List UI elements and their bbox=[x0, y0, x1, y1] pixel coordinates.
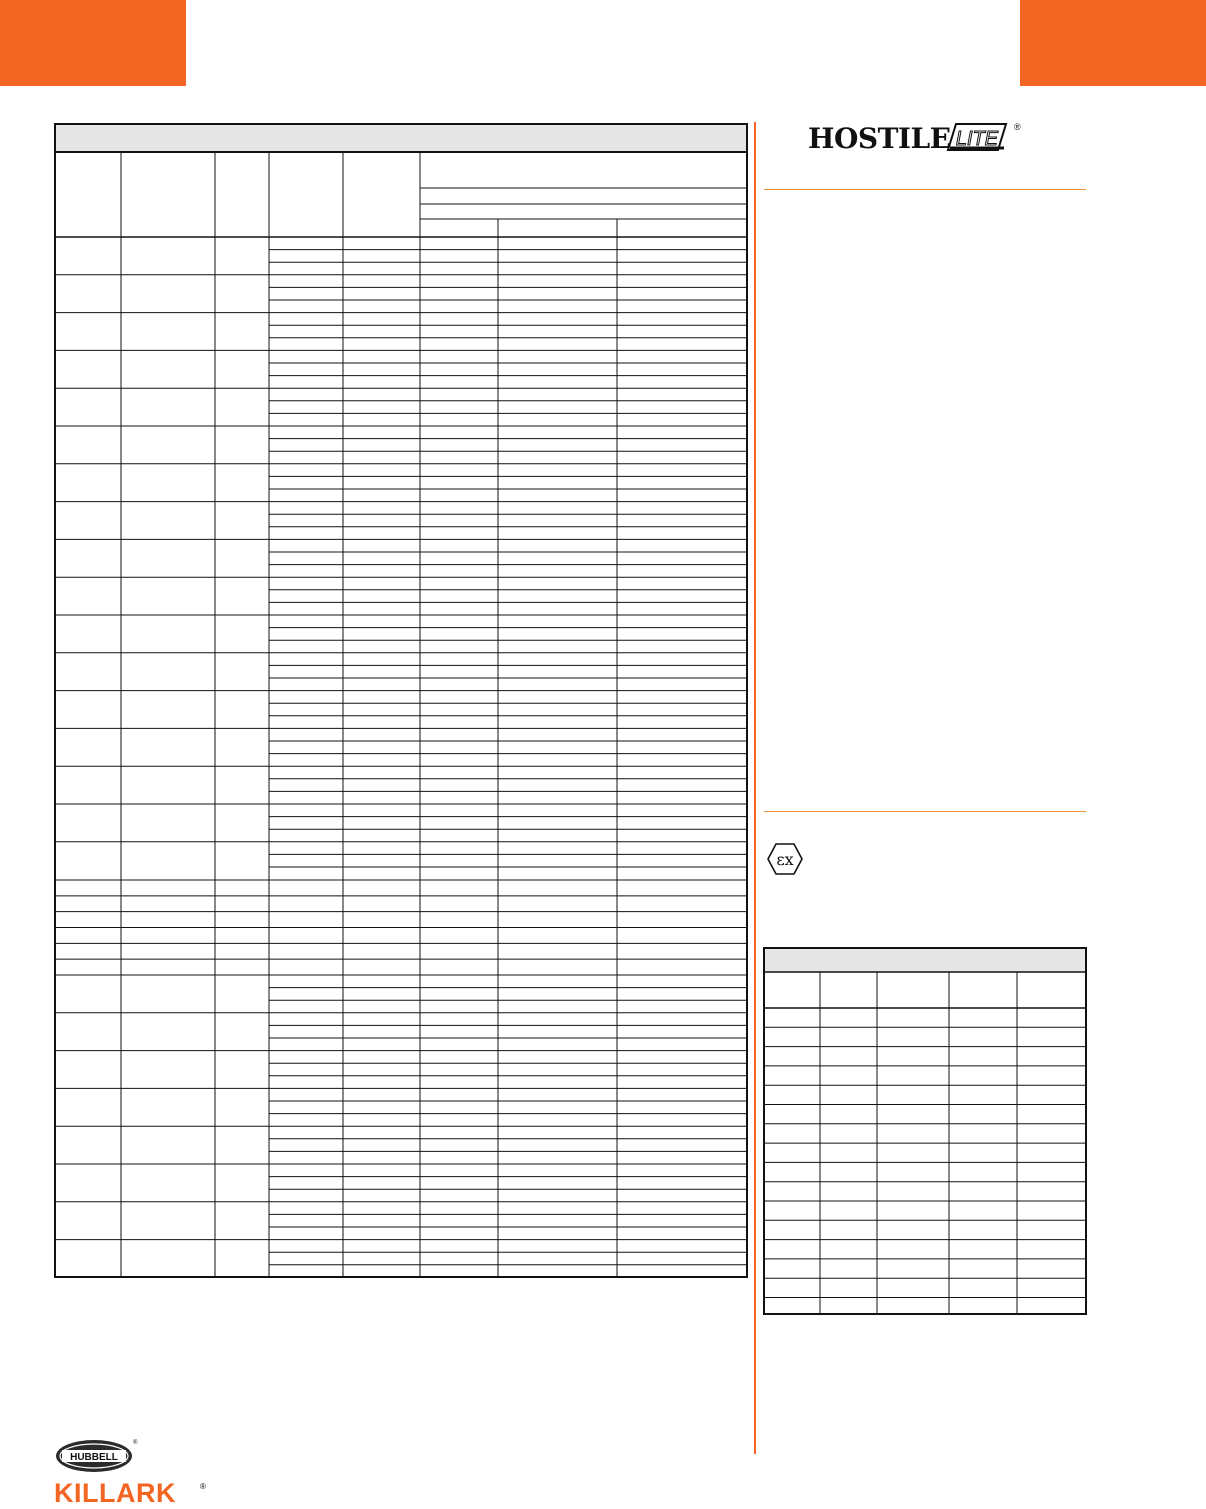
main-specification-table bbox=[54, 123, 748, 1278]
secondary-table-title-bar bbox=[765, 949, 1085, 972]
logo-registered-mark: ® bbox=[1014, 122, 1021, 132]
hostilelite-logo bbox=[808, 118, 1038, 164]
section-rule-middle bbox=[764, 811, 1086, 812]
main-table-title-bar bbox=[56, 125, 746, 152]
orange-corner-tab-right bbox=[1020, 0, 1206, 86]
secondary-table bbox=[763, 947, 1087, 1315]
killark-logo bbox=[54, 1478, 214, 1506]
section-rule-top bbox=[764, 189, 1086, 190]
logo-lite-text: LITE bbox=[955, 128, 999, 150]
orange-corner-tab-left bbox=[0, 0, 186, 86]
main-table-grid bbox=[56, 125, 746, 1276]
svg-text:εx: εx bbox=[776, 850, 794, 869]
hubbell-logo bbox=[54, 1438, 138, 1474]
hubbell-text: HUBBELL bbox=[70, 1452, 118, 1463]
atex-ex-icon bbox=[766, 842, 804, 876]
svg-text:®: ® bbox=[133, 1440, 138, 1446]
logo-lite-mark bbox=[948, 122, 1006, 152]
logo-hostile-text: HOSTILE bbox=[808, 122, 951, 155]
killark-registered-mark: ® bbox=[200, 1482, 206, 1491]
column-divider bbox=[754, 122, 756, 1454]
killark-text: KILLARK bbox=[54, 1478, 176, 1508]
secondary-table-grid bbox=[765, 949, 1085, 1313]
